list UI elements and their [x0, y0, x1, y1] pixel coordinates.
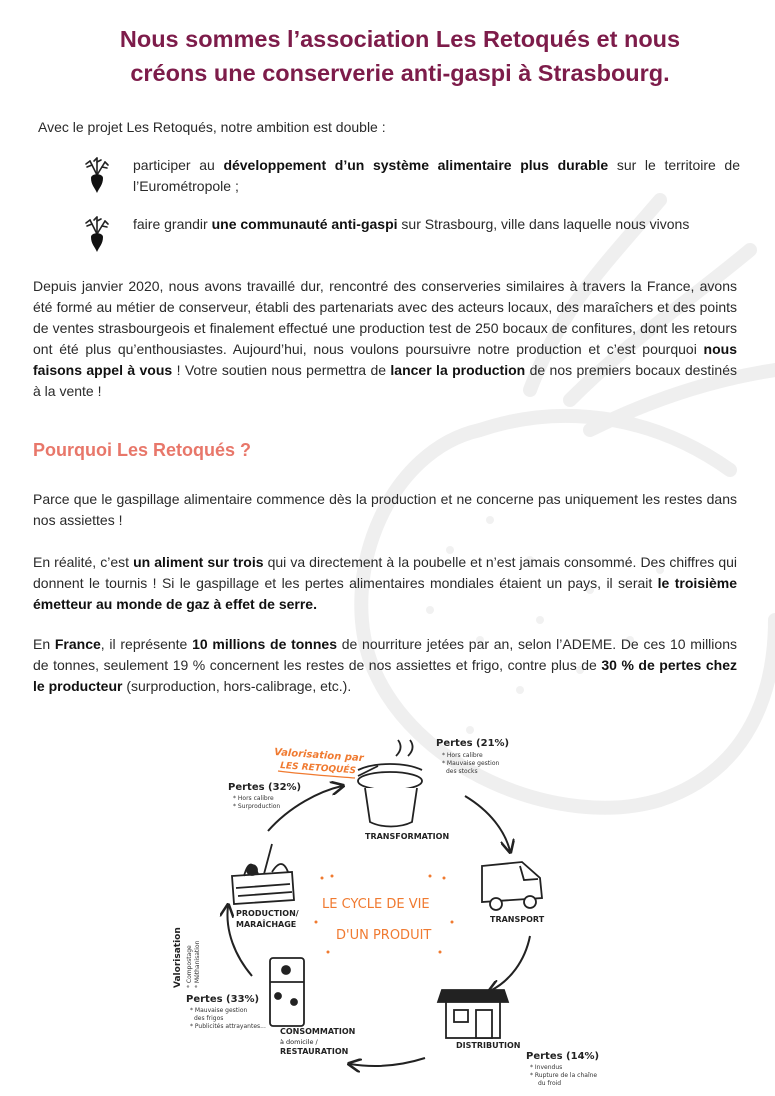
stage-transport: TRANSPORT	[490, 915, 545, 924]
stage-transformation: TRANSFORMATION	[365, 832, 450, 841]
bullet-text-1: participer au développement d’un système alimentaire plus durable sur le territoire de l’Eurométropole ;	[133, 157, 741, 194]
valorisation-top-label: Valorisation par	[273, 747, 364, 765]
page-title	[90, 22, 710, 90]
losses-transformation-item-2: * Mauvaise gestion	[442, 760, 500, 767]
losses-consommation-title: Pertes (33%)	[186, 994, 260, 1005]
bullet-item-2	[80, 214, 740, 235]
center-title-line-2: D'UN PRODUIT	[336, 928, 432, 943]
radish-icon	[80, 214, 114, 254]
bullet-item-1	[80, 155, 740, 197]
stage-production-line-1: PRODUCTION/	[236, 909, 299, 918]
losses-consommation-item-2: des frigos	[194, 1015, 224, 1022]
losses-distribution-item-3: du froid	[538, 1080, 562, 1087]
arrow-distribution-consommation	[350, 1058, 425, 1066]
stage-distribution: DISTRIBUTION	[456, 1041, 521, 1050]
stage-consommation-line-3: RESTAURATION	[280, 1047, 349, 1056]
losses-production-item-2: * Surproduction	[233, 803, 281, 810]
title-line-1: Nous sommes l’association Les Retoqués et nous	[119, 26, 681, 52]
intro-text: Avec le projet Les Retoqués, notre ambition est double :	[38, 119, 386, 135]
losses-transformation-item-1: * Hors calibre	[442, 752, 483, 759]
losses-production-item-1: * Hors calibre	[233, 795, 274, 802]
consommation-fridge-icon	[270, 958, 304, 1026]
product-lifecycle-diagram	[160, 726, 620, 1092]
losses-distribution-item-1: * Invendus	[530, 1064, 563, 1071]
losses-distribution-title: Pertes (14%)	[526, 1051, 600, 1062]
production-crate-icon	[232, 844, 294, 904]
arrow-transport-distribution	[490, 936, 530, 991]
stage-consommation-line-1: CONSOMMATION	[280, 1027, 356, 1036]
history-paragraph: Depuis janvier 2020, nous avons travaillé dur, rencontré des conserveries similaires à travers la France, avons été formé au métier de conserveur, établi des partenariats avec des acteurs locaux, des maraîchers et des points de ventes strasbourgeois et finalement effectué une production test de 250 bocaux de confitures, dont les retours ont été plus qu’enthousiastes. Aujourd’hui, nous voulons poursuivre notre production et c’est pourquoi nous faisons appel à vous ! Votre soutien nous permettra de lancer la production de nos premiers bocaux destinés à la vente !	[33, 278, 737, 399]
losses-transformation-item-3: des stocks	[446, 768, 478, 775]
stage-consommation-line-2: à domicile /	[280, 1038, 318, 1046]
section-heading: Pourquoi Les Retoqués ?	[33, 440, 252, 460]
losses-consommation-item-1: * Mauvaise gestion	[190, 1007, 248, 1014]
transport-truck-icon	[482, 862, 542, 910]
why-paragraph-2: En réalité, c’est un aliment sur trois qui va directement à la poubelle et n’est jamais consommé. Des chiffres qui donnent le tournis ! Si le gaspillage et les pertes alimentaires mondiales étaient un pays, il serait le troisième émetteur au monde de gaz à effet de serre.	[33, 554, 738, 612]
title-line-2: créons une conserverie anti-gaspi à Strasbourg.	[130, 60, 670, 86]
losses-transformation-title: Pertes (21%)	[436, 738, 510, 749]
center-title-line-1: LE CYCLE DE VIE	[322, 897, 430, 912]
transformation-pot-icon	[358, 740, 422, 827]
why-paragraph-1: Parce que le gaspillage alimentaire commence dès la production et ne concerne pas uniquement les restes dans nos assiettes !	[33, 491, 737, 528]
losses-production-title: Pertes (32%)	[228, 782, 302, 793]
valorisation-left-item-2: * Méthanisation	[194, 940, 201, 988]
radish-icon	[80, 155, 114, 195]
stage-production-line-2: MARAÎCHAGE	[236, 920, 297, 929]
losses-consommation-item-3: * Publicités attrayantes...	[190, 1023, 266, 1030]
valorisation-left-title: Valorisation	[173, 927, 183, 988]
valorisation-left-item-1: * Compostage	[186, 945, 193, 988]
why-paragraph-3: En France, il représente 10 millions de tonnes de nourriture jetées par an, selon l’ADEME. De ces 10 millions de tonnes, seulement 19 % concernent les restes de nos assiettes et frigo, contre plus de 30 % de pertes chez le producteur (surproduction, hors-calibrage, etc.).	[33, 636, 737, 694]
bullet-text-2: faire grandir une communauté anti-gaspi sur Strasbourg, ville dans laquelle nous vivons	[133, 216, 690, 232]
distribution-shop-icon	[438, 990, 508, 1038]
arrow-transformation-transport	[465, 796, 510, 851]
valorisation-top-retoques: LES RETOQUÉS	[279, 761, 357, 777]
losses-distribution-item-2: * Rupture de la chaîne	[530, 1072, 598, 1079]
